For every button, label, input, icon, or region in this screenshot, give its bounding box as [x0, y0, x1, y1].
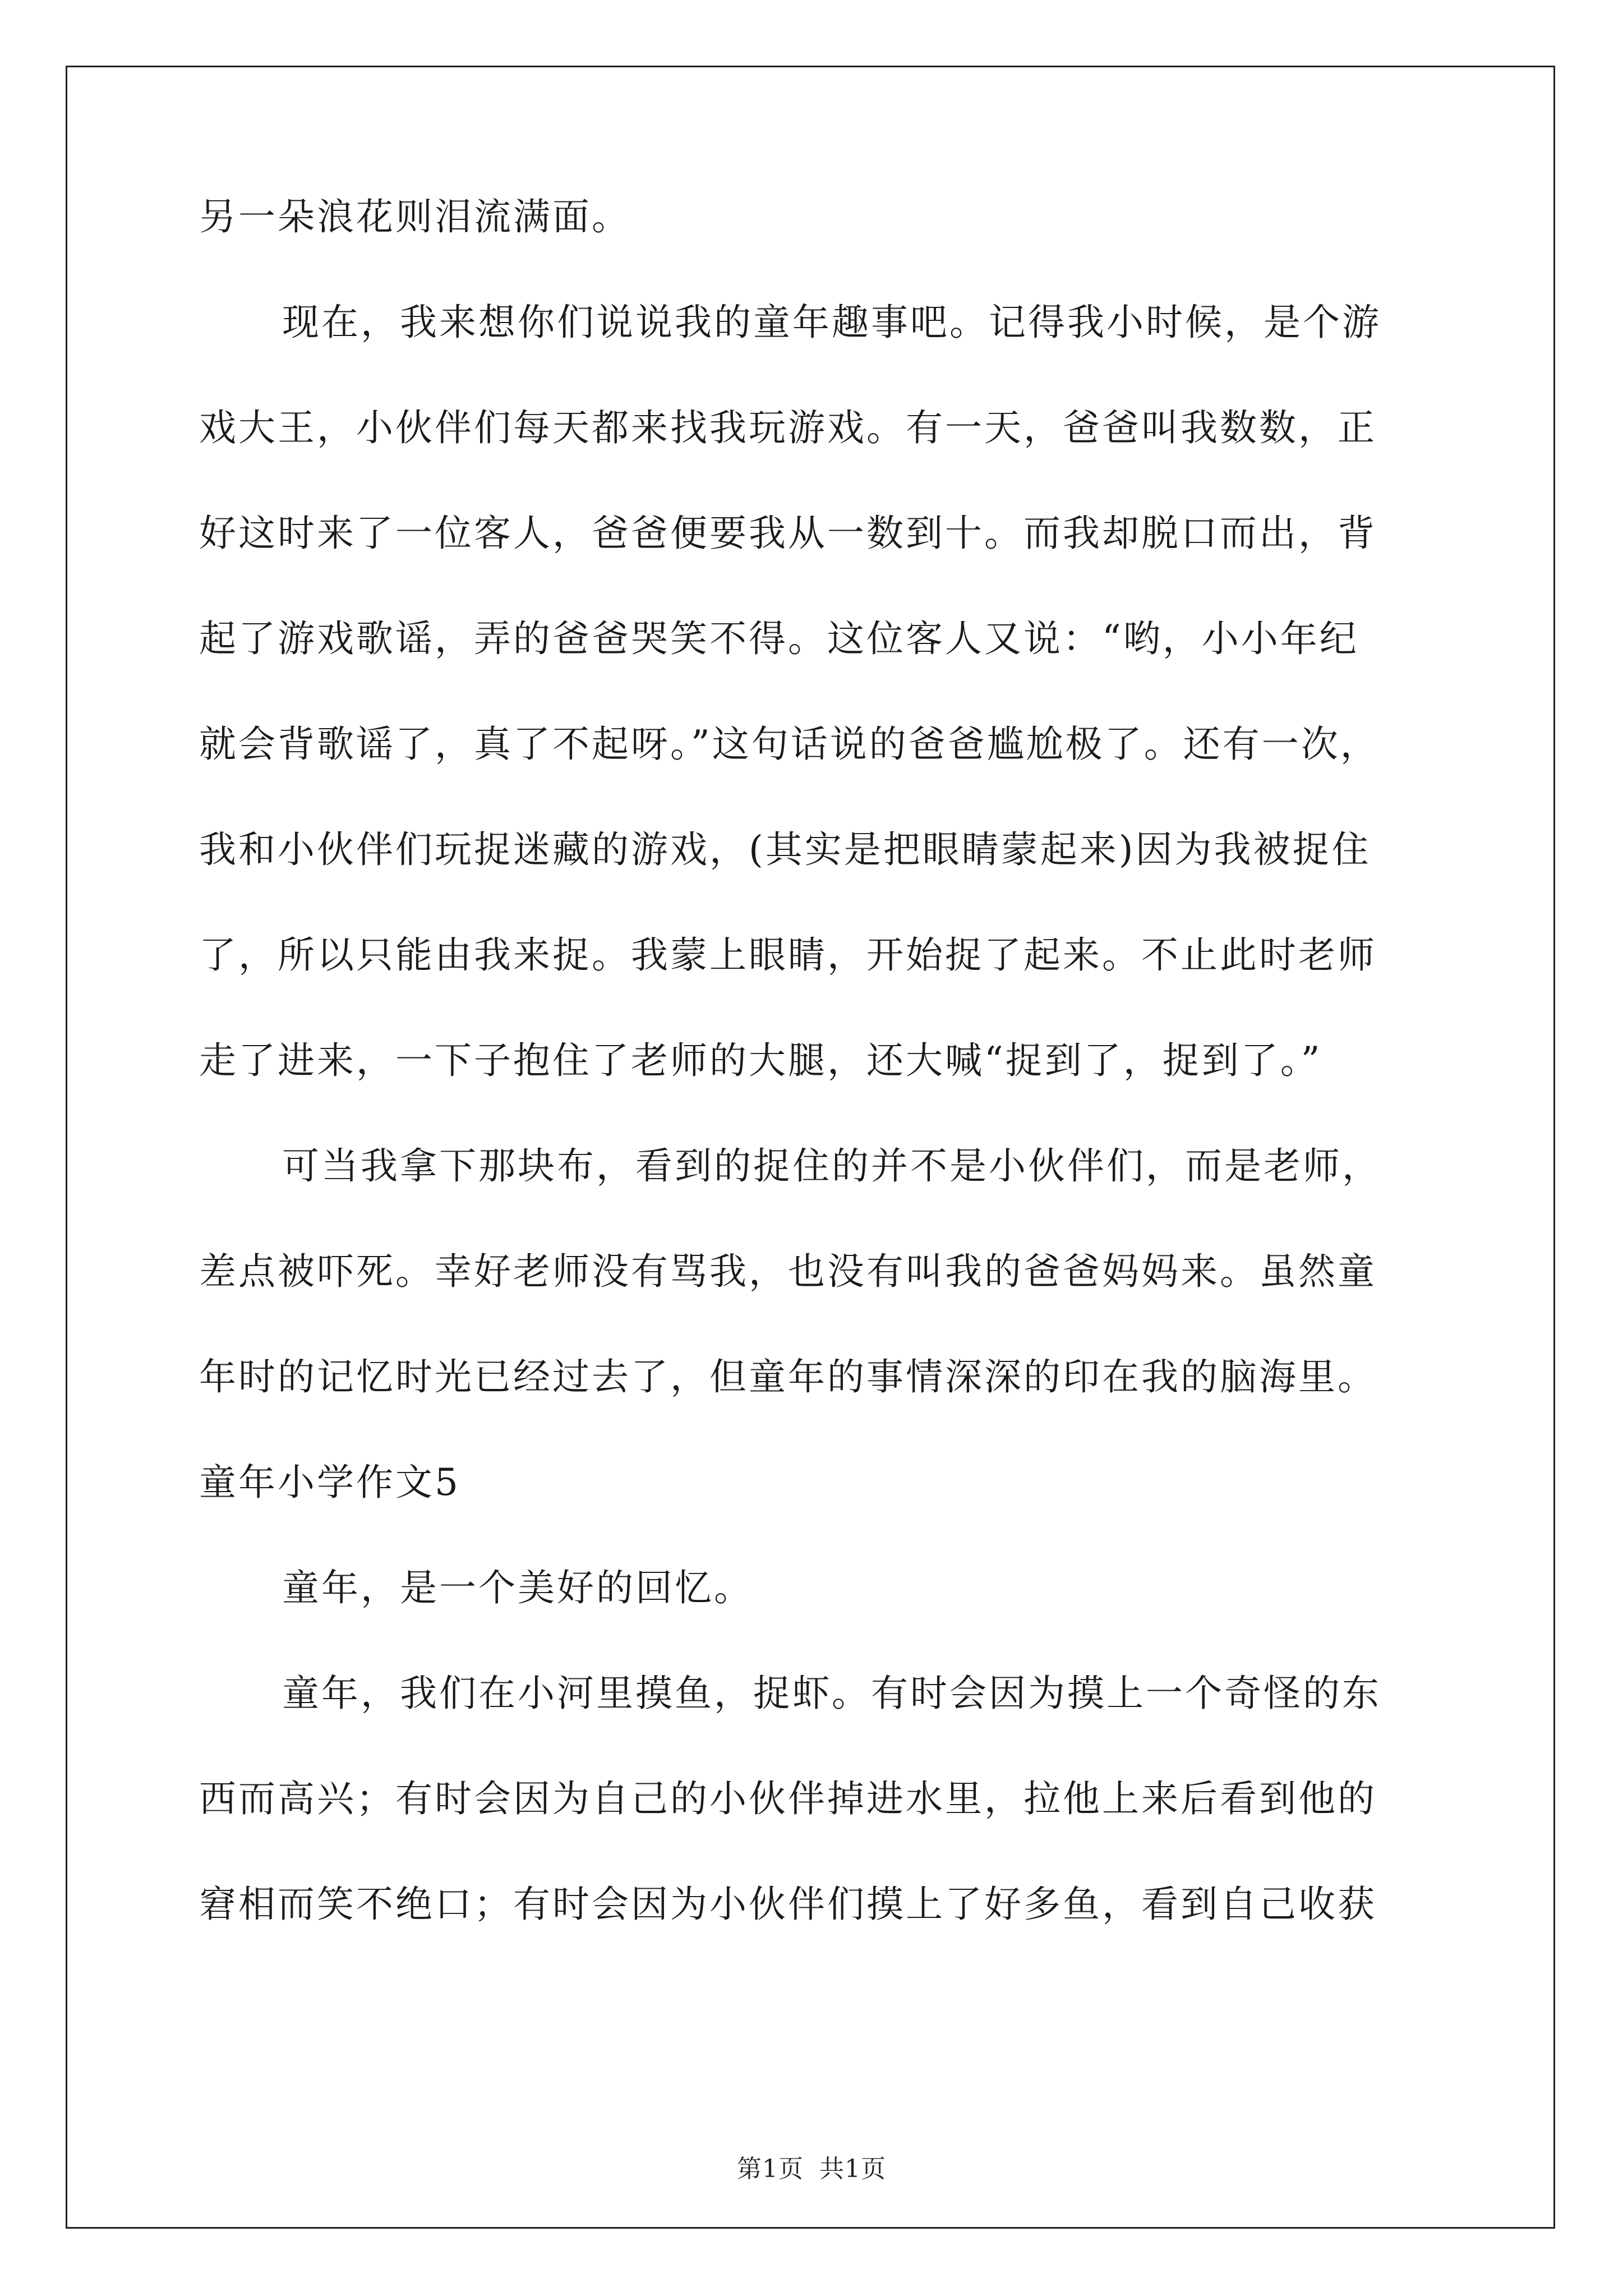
- text-line: 西而高兴；有时会因为自己的小伙伴掉进水里，拉他上来后看到他的: [199, 1777, 1377, 1820]
- text-line: 窘相而笑不绝口；有时会因为小伙伴们摸上了好多鱼，看到自己收获: [199, 1883, 1377, 1926]
- text-line: 童年小学作文5: [199, 1461, 460, 1504]
- text-line: 年时的记忆时光已经过去了，但童年的事情深深的印在我的脑海里。: [199, 1355, 1377, 1398]
- text-line: 差点被吓死。幸好老师没有骂我，也没有叫我的爸爸妈妈来。虽然童: [199, 1250, 1377, 1293]
- text-line: 现在，我来想你们说说我的童年趣事吧。记得我小时候，是个游: [282, 301, 1381, 344]
- page-number-current: 第1页: [737, 2155, 804, 2183]
- text-line: 就会背歌谣了，真了不起呀。”这句话说的爸爸尴尬极了。还有一次，: [199, 723, 1380, 766]
- text-line: 另一朵浪花则泪流满面。: [199, 195, 631, 238]
- text-line: 好这时来了一位客人，爸爸便要我从一数到十。而我却脱口而出，背: [199, 512, 1377, 555]
- text-line: 童年，我们在小河里摸鱼，捉虾。有时会因为摸上一个奇怪的东: [282, 1672, 1381, 1715]
- document-body: [199, 191, 1427, 1984]
- text-line: 我和小伙伴们玩捉迷藏的游戏，(其实是把眼睛蒙起来)因为我被捉住: [199, 828, 1371, 871]
- text-line: 起了游戏歌谣，弄的爸爸哭笑不得。这位客人又说：“哟，小小年纪: [199, 617, 1359, 660]
- text-line: 戏大王，小伙伴们每天都来找我玩游戏。有一天，爸爸叫我数数，正: [199, 406, 1377, 449]
- text-line: 可当我拿下那块布，看到的捉住的并不是小伙伴们，而是老师，: [282, 1144, 1381, 1188]
- page-footer: [0, 2148, 1623, 2184]
- text-line: 了，所以只能由我来捉。我蒙上眼睛，开始捉了起来。不止此时老师: [199, 933, 1377, 977]
- text-line: 童年，是一个美好的回忆。: [282, 1566, 753, 1609]
- page-number-total: 共1页: [819, 2155, 886, 2183]
- text-line: 走了进来，一下子抱住了老师的大腿，还大喊“捉到了，捉到了。”: [199, 1039, 1322, 1082]
